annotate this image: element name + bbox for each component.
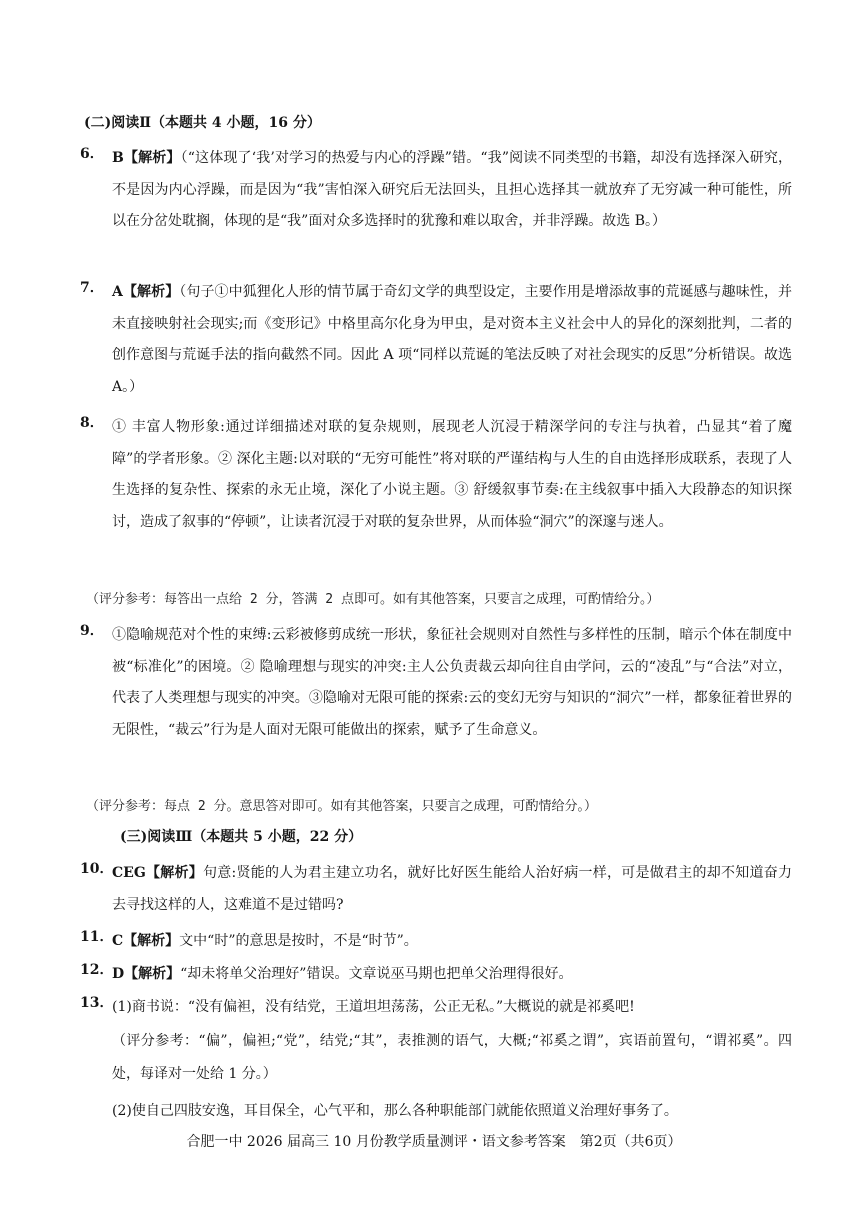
question-number: 11． — [80, 929, 114, 945]
question-body — [112, 143, 792, 238]
explanation-text: （“这体现了‘我’对学习的热爱与内心的浮躁”错。“我”阅读不同类型的书籍，却没有选择深入研究，不是因为内心浮躁，而是因为“我”害怕深入研究后无法回头，且担心选择其一就放弃了无穷减一种可能性，所以在分岔处耽搁，体现的是“我”面对众多选择时的犹豫和难以取舍，并非浮躁。故选 B。） — [112, 150, 792, 229]
scoring-note-q9: （评分参考：每点 2 分。意思答对即可。如有其他答案，只要言之成理，可酌情给分。） — [86, 799, 597, 814]
scoring-note-q13: （评分参考：“偏”，偏袒;“党”，结党;“其”，表推测的语气，大概;“祁奚之谓”，宾语前置句，“谓祁奚”。四处，每译对一处给 1 分。） — [112, 1033, 792, 1082]
question-body: ①隐喻规范对个性的束缚:云彩被修剪成统一形状，象征社会规则对自然性与多样性的压制，暗示个体在制度中被“标准化”的困境。② 隐喻理想与现实的冲突:主人公负责裁云却向往自由学问，云的“凌乱”与“合法”对立，代表了人类理想与现实的冲突。③隐喻对无限可能的探索:云的变幻无穷与知识的“洞穴”一样，都象征着世界的无限性，“裁云”行为是人面对无限可能做出的探索，赋予了生命意义。 — [112, 627, 792, 738]
question-9 — [80, 620, 792, 746]
section-heading-reading-2: (二)阅读Ⅱ（本题共 4 小题，16 分） — [84, 115, 321, 131]
explanation-text: “却未将单父治理好”错误。文章说巫马期也把单父治理得很好。 — [180, 966, 573, 982]
question-number: 12． — [80, 962, 114, 978]
explanation-text: （句子①中狐狸化人形的情节属于奇幻文学的典型设定，主要作用是增添故事的荒诞感与趣味性，并未直接映射社会现实;而《变形记》中格里高尔化身为甲虫，是对资本主义社会中人的异化的深刻批判，二者的创作意图与荒诞手法的指向截然不同。因此 A 项“同样以荒诞的笔法反映了对社会现实的反思”分析错误。故选 A。） — [112, 284, 792, 395]
question-number: 7． — [80, 280, 104, 296]
answer-letter: D【解析】 — [112, 966, 181, 982]
answer-letter: B【解析】 — [112, 150, 181, 166]
question-body — [112, 858, 792, 921]
question-7 — [80, 277, 792, 403]
scoring-note-q8: （评分参考：每答出一点给 2 分，答满 2 点即可。如有其他答案，只要言之成理，可酌情给分。） — [86, 592, 660, 607]
question-11 — [80, 926, 792, 958]
question-6 — [80, 143, 792, 238]
explanation-text: 句意:贤能的人为君主建立功名，就好比好医生能给人治好病一样，可是做君主的却不知道奋力去寻找这样的人，这难道不是过错吗? — [112, 865, 792, 913]
answer-letter: C【解析】 — [112, 933, 180, 949]
question-body — [112, 926, 792, 958]
question-number: 10． — [80, 861, 114, 877]
question-8 — [80, 412, 792, 538]
question-number: 6． — [80, 146, 104, 162]
page-footer: 合肥一中 2026 届高三 10 月份教学质量测评・语文参考答案 第2页（共6页） — [186, 1134, 682, 1150]
translation-1: (1)商书说：“没有偏袒，没有结党，王道坦坦荡荡，公正无私。”大概说的就是祁奚吧! — [112, 999, 635, 1015]
translation-2: (2)使自己四肢安逸，耳目保全，心气平和，那么各种职能部门就能依照道义治理好事务了。 — [112, 1103, 678, 1119]
question-number: 8． — [80, 415, 104, 431]
answer-letter: A【解析】 — [112, 284, 180, 300]
question-body — [112, 277, 792, 403]
section-heading-reading-3: (三)阅读Ⅲ（本题共 5 小题，22 分） — [120, 829, 363, 845]
explanation-text: 文中“时”的意思是按时，不是“时节”。 — [179, 933, 418, 949]
question-13 — [80, 992, 792, 1024]
question-number: 9． — [80, 623, 104, 639]
answer-letter: CEG【解析】 — [112, 865, 204, 881]
question-body — [112, 959, 792, 991]
question-10 — [80, 858, 792, 921]
question-body: ① 丰富人物形象:通过详细描述对联的复杂规则，展现老人沉浸于精深学问的专注与执着，凸显其“着了魔障”的学者形象。② 深化主题:以对联的“无穷可能性”将对联的严谨结构与人生的自由选择形成联系，表现了人生选择的复杂性、探索的永无止境，深化了小说主题。③ 舒缓叙事节奏:在主线叙事中插入大段静态的知识探讨，造成了叙事的“停顿”，让读者沉浸于对联的复杂世界，从而体验“洞穴”的深邃与迷人。 — [112, 419, 792, 530]
question-number: 13． — [80, 995, 114, 1011]
question-12 — [80, 959, 792, 991]
